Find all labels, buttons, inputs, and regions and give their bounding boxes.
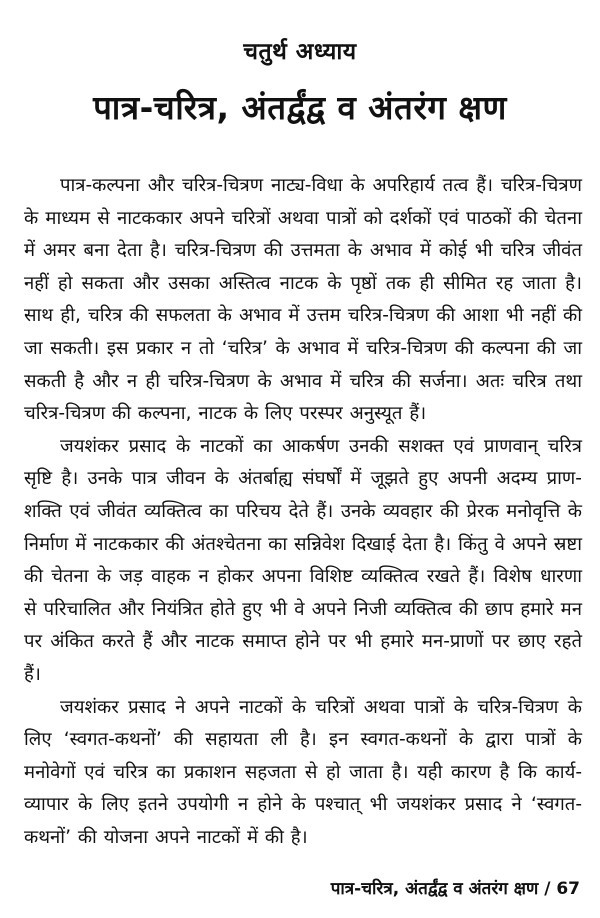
page-footer [331, 876, 580, 899]
body-text [24, 170, 582, 854]
paragraph-2: जयशंकर प्रसाद के नाटकों का आकर्षण उनकी सशक्त एवं प्राणवान् चरित्र सृष्टि है। उनके पात्र जीवन के अंतर्बाह्य संघर्षों में जूझते हुए अपनी अदम्य प्राण-शक्ति एवं जीवंत व्यक्तित्व का परिचय देते हैं। उनके व्यवहार की प्रेरक मनोवृत्ति के निर्माण में नाटककार की अंतश्चेतना का सन्निवेश दिखाई देता है। किंतु वे अपने स्रष्टा की चेतना के जड़ वाहक न होकर अपना विशिष्ट व्यक्तित्व रखते हैं। विशेष धारणा से परिचालित और नियंत्रित होते हुए भी वे अपने निजी व्यक्तित्व की छाप हमारे मन पर अंकित करते हैं और नाटक समाप्त होने पर भी हमारे मन-प्राणों पर छाए रहते हैं। [24, 435, 582, 685]
paragraph-1: पात्र-कल्पना और चरित्र-चित्रण नाट्य-विधा के अपरिहार्य तत्व हैं। चरित्र-चित्रण के माध्यम से नाटककार अपने चरित्रों अथवा पात्रों को दर्शकों एवं पाठकों की चेतना में अमर बना देता है। चरित्र-चित्रण की उत्तमता के अभाव में कोई भी चरित्र जीवंत नहीं हो सकता और उसका अस्तित्व नाटक के पृष्ठों तक ही सीमित रह जाता है। साथ ही, चरित्र की सफलता के अभाव में उत्तम चरित्र-चित्रण की आशा भी नहीं की जा सकती। इस प्रकार न तो ‘चरित्र’ के अभाव में चरित्र-चित्रण की कल्पना की जा सकती है और न ही चरित्र-चित्रण के अभाव में चरित्र की सर्जना। अतः चरित्र तथा चरित्र-चित्रण की कल्पना, नाटक के लिए परस्पर अनुस्यूत हैं। [24, 175, 582, 425]
paragraph-3: जयशंकर प्रसाद ने अपने नाटकों के चरित्रों अथवा पात्रों के चरित्र-चित्रण के लिए ‘स्वगत-कथनों’ की सहायता ली है। इन स्वगत-कथनों के द्वारा पात्रों के मनोवेगों एवं चरित्र का प्रकाशन सहजता से हो जाता है। यही कारण है कि कार्य-व्यापार के लिए इतने उपयोगी न होने के पश्चात् भी जयशंकर प्रसाद ने ‘स्वगत-कथनों’ की योजना अपने नाटकों में की है। [24, 696, 582, 848]
footer-separator: / [544, 879, 551, 899]
chapter-number: चतुर्थ अध्याय [243, 39, 357, 65]
page-number: 67 [556, 879, 580, 899]
chapter-title: पात्र-चरित्र, अंतर्द्वंद्व व अंतरंग क्षण [93, 88, 507, 127]
running-title: पात्र-चरित्र, अंतर्द्वंद्व व अंतरंग क्षण [330, 879, 539, 899]
